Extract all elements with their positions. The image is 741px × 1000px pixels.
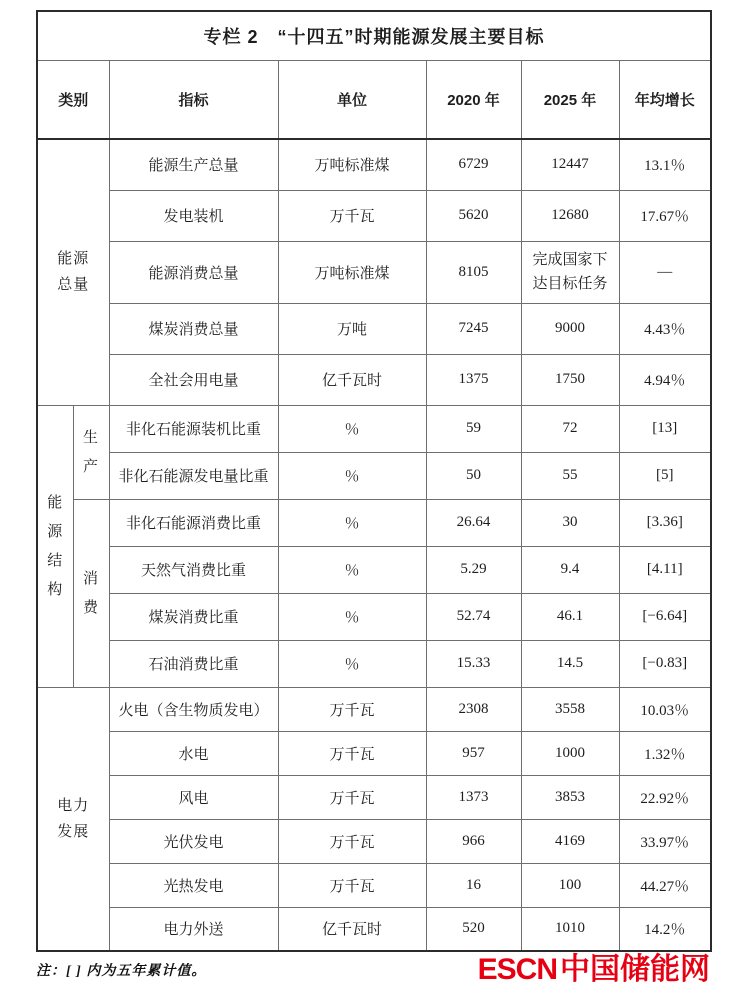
escn-logo-wordmark: ESCN bbox=[477, 953, 557, 986]
subcategory-label: 消费 bbox=[82, 569, 99, 616]
subcategory-cell bbox=[73, 499, 109, 687]
table-row bbox=[37, 907, 711, 951]
unit-cell: 万千瓦 bbox=[278, 731, 426, 775]
value-2020-cell: 50 bbox=[426, 452, 521, 499]
value-2025-cell: 1750 bbox=[521, 354, 619, 405]
indicator-cell: 能源生产总量 bbox=[109, 139, 278, 190]
table-row bbox=[37, 139, 711, 190]
value-2020-cell: 957 bbox=[426, 731, 521, 775]
indicator-cell: 能源消费总量 bbox=[109, 241, 278, 303]
value-2025-cell: 9000 bbox=[521, 303, 619, 354]
value-2020-cell: 15.33 bbox=[426, 640, 521, 687]
unit-cell: ％ bbox=[278, 593, 426, 640]
table-row bbox=[37, 863, 711, 907]
indicator-cell: 非化石能源装机比重 bbox=[109, 405, 278, 452]
value-2025-cell: 72 bbox=[521, 405, 619, 452]
unit-cell: 万千瓦 bbox=[278, 190, 426, 241]
header-row bbox=[37, 61, 711, 140]
category-label: 能源结构 bbox=[47, 493, 64, 599]
value-2020-cell: 8105 bbox=[426, 241, 521, 303]
unit-cell: 万千瓦 bbox=[278, 819, 426, 863]
unit-cell: ％ bbox=[278, 452, 426, 499]
table-row bbox=[37, 593, 711, 640]
value-2025-cell: 1010 bbox=[521, 907, 619, 951]
value-2025-cell: 12447 bbox=[521, 139, 619, 190]
table-row bbox=[37, 731, 711, 775]
col-header-category: 类别 bbox=[37, 61, 109, 140]
subcategory-label: 生产 bbox=[82, 428, 99, 475]
value-2025-cell: 3558 bbox=[521, 687, 619, 731]
growth-cell: — bbox=[619, 241, 711, 303]
table-row bbox=[37, 241, 711, 303]
indicator-cell: 煤炭消费比重 bbox=[109, 593, 278, 640]
table-title: 专栏 2 “十四五”时期能源发展主要目标 bbox=[37, 11, 711, 61]
value-2025-cell: 9.4 bbox=[521, 546, 619, 593]
table-row bbox=[37, 354, 711, 405]
indicator-cell: 全社会用电量 bbox=[109, 354, 278, 405]
col-header-2020: 2020 年 bbox=[426, 61, 521, 140]
indicator-cell: 水电 bbox=[109, 731, 278, 775]
growth-cell: 4.43％ bbox=[619, 303, 711, 354]
indicator-cell: 发电装机 bbox=[109, 190, 278, 241]
col-header-2025: 2025 年 bbox=[521, 61, 619, 140]
indicator-cell: 非化石能源发电量比重 bbox=[109, 452, 278, 499]
footnote: 注：[ ] 内为五年累计值。 bbox=[36, 964, 207, 979]
indicator-cell: 电力外送 bbox=[109, 907, 278, 951]
growth-cell: [4.11] bbox=[619, 546, 711, 593]
value-2025-cell: 100 bbox=[521, 863, 619, 907]
growth-cell: 4.94％ bbox=[619, 354, 711, 405]
growth-cell: 13.1％ bbox=[619, 139, 711, 190]
indicator-cell: 光伏发电 bbox=[109, 819, 278, 863]
value-2025-cell: 3853 bbox=[521, 775, 619, 819]
title-row bbox=[37, 11, 711, 61]
value-2025-cell: 12680 bbox=[521, 190, 619, 241]
unit-cell: 万千瓦 bbox=[278, 863, 426, 907]
unit-cell: 亿千瓦时 bbox=[278, 354, 426, 405]
value-2025-cell: 46.1 bbox=[521, 593, 619, 640]
value-2025-cell: 14.5 bbox=[521, 640, 619, 687]
growth-cell: 17.67％ bbox=[619, 190, 711, 241]
category-cell bbox=[37, 139, 109, 405]
table-row bbox=[37, 640, 711, 687]
growth-cell: 33.97％ bbox=[619, 819, 711, 863]
unit-cell: ％ bbox=[278, 640, 426, 687]
table-row bbox=[37, 775, 711, 819]
value-2020-cell: 2308 bbox=[426, 687, 521, 731]
value-2020-cell: 59 bbox=[426, 405, 521, 452]
value-2020-cell: 5620 bbox=[426, 190, 521, 241]
value-2025-cell bbox=[521, 241, 619, 303]
value-2020-cell: 26.64 bbox=[426, 499, 521, 546]
value-2020-cell: 6729 bbox=[426, 139, 521, 190]
col-header-unit: 单位 bbox=[278, 61, 426, 140]
unit-cell: ％ bbox=[278, 499, 426, 546]
growth-cell: [−0.83] bbox=[619, 640, 711, 687]
growth-cell: [5] bbox=[619, 452, 711, 499]
indicator-cell: 光热发电 bbox=[109, 863, 278, 907]
table-row bbox=[37, 687, 711, 731]
value-2020-cell: 7245 bbox=[426, 303, 521, 354]
growth-cell: 22.92％ bbox=[619, 775, 711, 819]
growth-cell: [3.36] bbox=[619, 499, 711, 546]
category-label: 能源总量 bbox=[57, 250, 90, 294]
indicator-cell: 石油消费比重 bbox=[109, 640, 278, 687]
unit-cell: 万千瓦 bbox=[278, 775, 426, 819]
col-header-indicator: 指标 bbox=[109, 61, 278, 140]
growth-cell: [−6.64] bbox=[619, 593, 711, 640]
unit-cell: 万千瓦 bbox=[278, 687, 426, 731]
table-row bbox=[37, 303, 711, 354]
value-2025-cell: 30 bbox=[521, 499, 619, 546]
table-row bbox=[37, 546, 711, 593]
page-footer bbox=[36, 955, 710, 985]
energy-goals-table bbox=[36, 10, 712, 952]
value-2020-cell: 966 bbox=[426, 819, 521, 863]
value-2025-cell: 55 bbox=[521, 452, 619, 499]
table-row bbox=[37, 819, 711, 863]
category-label: 电力发展 bbox=[57, 796, 90, 840]
unit-cell: ％ bbox=[278, 546, 426, 593]
escn-logo bbox=[478, 955, 710, 985]
subcategory-cell bbox=[73, 405, 109, 499]
unit-cell: 亿千瓦时 bbox=[278, 907, 426, 951]
category-cell bbox=[37, 405, 73, 687]
table-row bbox=[37, 499, 711, 546]
value-2020-cell: 5.29 bbox=[426, 546, 521, 593]
unit-cell: 万吨标准煤 bbox=[278, 241, 426, 303]
value-2020-cell: 1375 bbox=[426, 354, 521, 405]
escn-logo-site-name: 中国储能网 bbox=[560, 953, 710, 986]
value-2025-text: 完成国家下达目标任务 bbox=[532, 251, 608, 292]
value-2020-cell: 520 bbox=[426, 907, 521, 951]
indicator-cell: 火电（含生物质发电） bbox=[109, 687, 278, 731]
value-2020-cell: 52.74 bbox=[426, 593, 521, 640]
unit-cell: 万吨 bbox=[278, 303, 426, 354]
indicator-cell: 天然气消费比重 bbox=[109, 546, 278, 593]
table-row bbox=[37, 405, 711, 452]
table-row bbox=[37, 190, 711, 241]
growth-cell: 14.2％ bbox=[619, 907, 711, 951]
indicator-cell: 非化石能源消费比重 bbox=[109, 499, 278, 546]
value-2020-cell: 1373 bbox=[426, 775, 521, 819]
growth-cell: 44.27％ bbox=[619, 863, 711, 907]
unit-cell: ％ bbox=[278, 405, 426, 452]
indicator-cell: 风电 bbox=[109, 775, 278, 819]
indicator-cell: 煤炭消费总量 bbox=[109, 303, 278, 354]
growth-cell: 1.32％ bbox=[619, 731, 711, 775]
value-2020-cell: 16 bbox=[426, 863, 521, 907]
col-header-growth: 年均增长 bbox=[619, 61, 711, 140]
table-row bbox=[37, 452, 711, 499]
value-2025-cell: 1000 bbox=[521, 731, 619, 775]
category-cell bbox=[37, 687, 109, 951]
growth-cell: [13] bbox=[619, 405, 711, 452]
growth-cell: 10.03％ bbox=[619, 687, 711, 731]
value-2025-cell: 4169 bbox=[521, 819, 619, 863]
unit-cell: 万吨标准煤 bbox=[278, 139, 426, 190]
